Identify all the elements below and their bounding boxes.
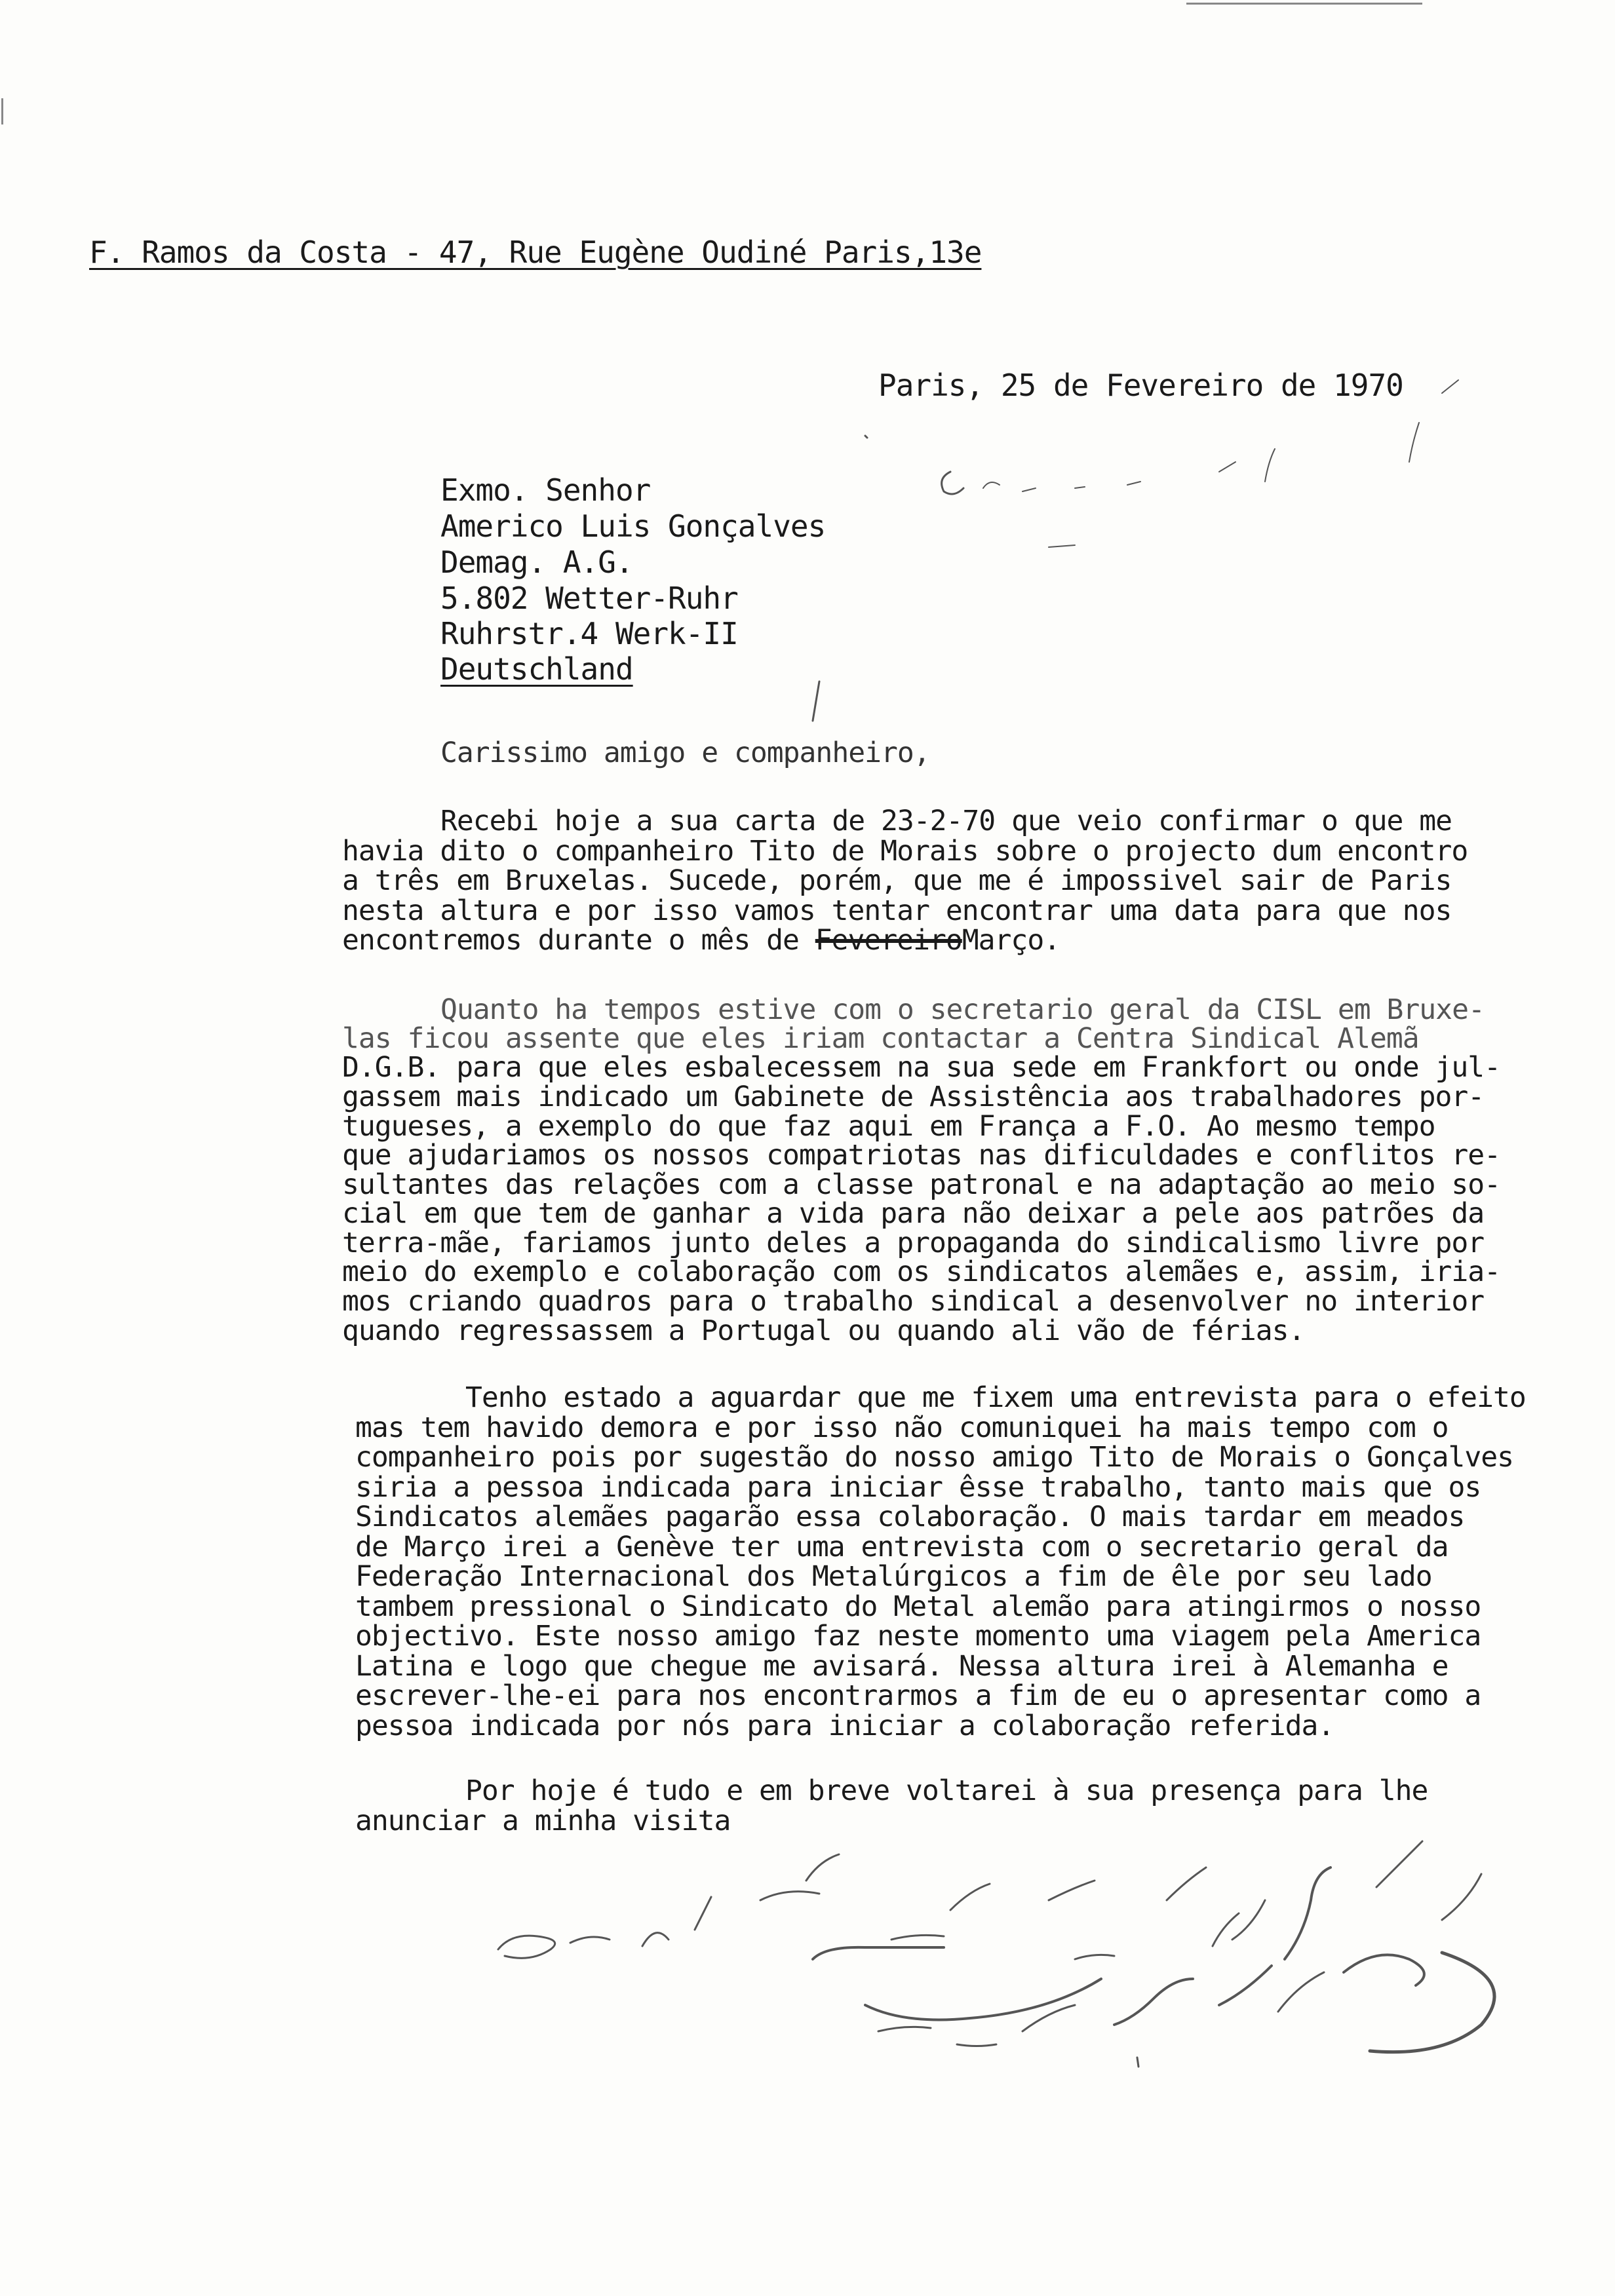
salutation: Carissimo amigo e companheiro, <box>440 737 930 769</box>
body-line: terra-mãe, fariamos junto deles a propaganda do sindicalismo livre por <box>342 1227 1485 1259</box>
body-line: Federação Internacional dos Metalúrgicos a fim de êle por seu lado <box>355 1560 1432 1593</box>
body-line: quando regressassem a Portugal ou quando ali vão de férias. <box>342 1314 1305 1347</box>
address-line: Exmo. Senhor <box>440 472 651 508</box>
body-line: havia dito o companheiro Tito de Morais sobre o projecto dum encontro <box>342 835 1468 868</box>
body-line: Tenho estado a aguardar que me fixem uma entrevista para o efeito <box>465 1381 1526 1414</box>
body-line: pessoa indicada por nós para iniciar a colaboração referida. <box>355 1710 1334 1742</box>
body-line-text: Março. <box>962 924 1060 957</box>
body-line: Sindicatos alemães pagarão essa colaboração. O mais tardar em meados <box>355 1501 1465 1533</box>
body-line: companheiro pois por sugestão do nosso amigo Tito de Morais o Gonçalves <box>355 1441 1514 1474</box>
scan-edge-top <box>1186 3 1422 5</box>
body-line: objectivo. Este nosso amigo faz neste momento uma viagem pela America <box>355 1620 1481 1653</box>
address-line: Demag. A.G. <box>440 545 633 580</box>
address-line: Americo Luis Gonçalves <box>440 508 826 544</box>
body-line: las ficou assente que eles iriam contactar a Centra Sindical Alemã <box>342 1022 1419 1055</box>
body-line: siria a pessoa indicada para iniciar êsse trabalho, tanto mais que os <box>355 1471 1481 1504</box>
body-line: Por hoje é tudo e em breve voltarei à sua presença para lhe <box>465 1774 1428 1807</box>
address-country: Deutschland <box>440 651 633 687</box>
address-line: Ruhrstr.4 Werk-II <box>440 616 738 651</box>
body-line: mos criando quadros para o trabalho sindical a desenvolver no interior <box>342 1285 1485 1318</box>
body-line: nesta altura e por isso vamos tentar encontrar uma data para que nos <box>342 894 1452 927</box>
sender-header: F. Ramos da Costa - 47, Rue Eugène Oudiné Paris,13e <box>89 235 982 270</box>
struck-word: Fevereiro <box>815 924 962 957</box>
scan-edge-left <box>1 98 3 124</box>
body-line: tambem pressional o Sindicato do Metal alemão para atingirmos o nosso <box>355 1590 1481 1623</box>
body-line: gassem mais indicado um Gabinete de Assistência aos trabalhadores por- <box>342 1081 1485 1113</box>
letter-date: Paris, 25 de Fevereiro de 1970 <box>878 368 1403 403</box>
body-line-text: encontremos durante o mês de <box>342 924 815 957</box>
body-line <box>342 924 1060 957</box>
body-line: sultantes das relações com a classe patronal e na adaptação ao meio so- <box>342 1168 1501 1201</box>
body-line: a três em Bruxelas. Sucede, porém, que me é impossivel sair de Paris <box>342 864 1452 897</box>
body-line: cial em que tem de ganhar a vida para não deixar a pele aos patrões da <box>342 1197 1485 1230</box>
body-line: anunciar a minha visita <box>355 1805 731 1837</box>
body-line: de Março irei a Genève ter uma entrevista com o secretario geral da <box>355 1531 1449 1563</box>
address-line: 5.802 Wetter-Ruhr <box>440 581 738 616</box>
body-line: que ajudariamos os nossos compatriotas nas dificuldades e conflitos re- <box>342 1139 1501 1172</box>
body-line: meio do exemplo e colaboração com os sindicatos alemães e, assim, iria- <box>342 1255 1501 1288</box>
body-line: tugueses, a exemplo do que faz aqui em França a F.O. Ao mesmo tempo <box>342 1110 1435 1143</box>
body-line: D.G.B. para que eles esbalecessem na sua sede em Frankfort ou onde jul- <box>342 1051 1501 1084</box>
body-line: Quanto ha tempos estive com o secretario geral da CISL em Bruxe- <box>440 993 1485 1026</box>
body-line: mas tem havido demora e por isso não comuniquei ha mais tempo com o <box>355 1411 1449 1444</box>
body-line: escrever-lhe-ei para nos encontrarmos a fim de eu o apresentar como a <box>355 1679 1481 1712</box>
body-line: Latina e logo que chegue me avisará. Nessa altura irei à Alemanha e <box>355 1650 1449 1683</box>
body-line: Recebi hoje a sua carta de 23-2-70 que veio confirmar o que me <box>440 805 1452 837</box>
